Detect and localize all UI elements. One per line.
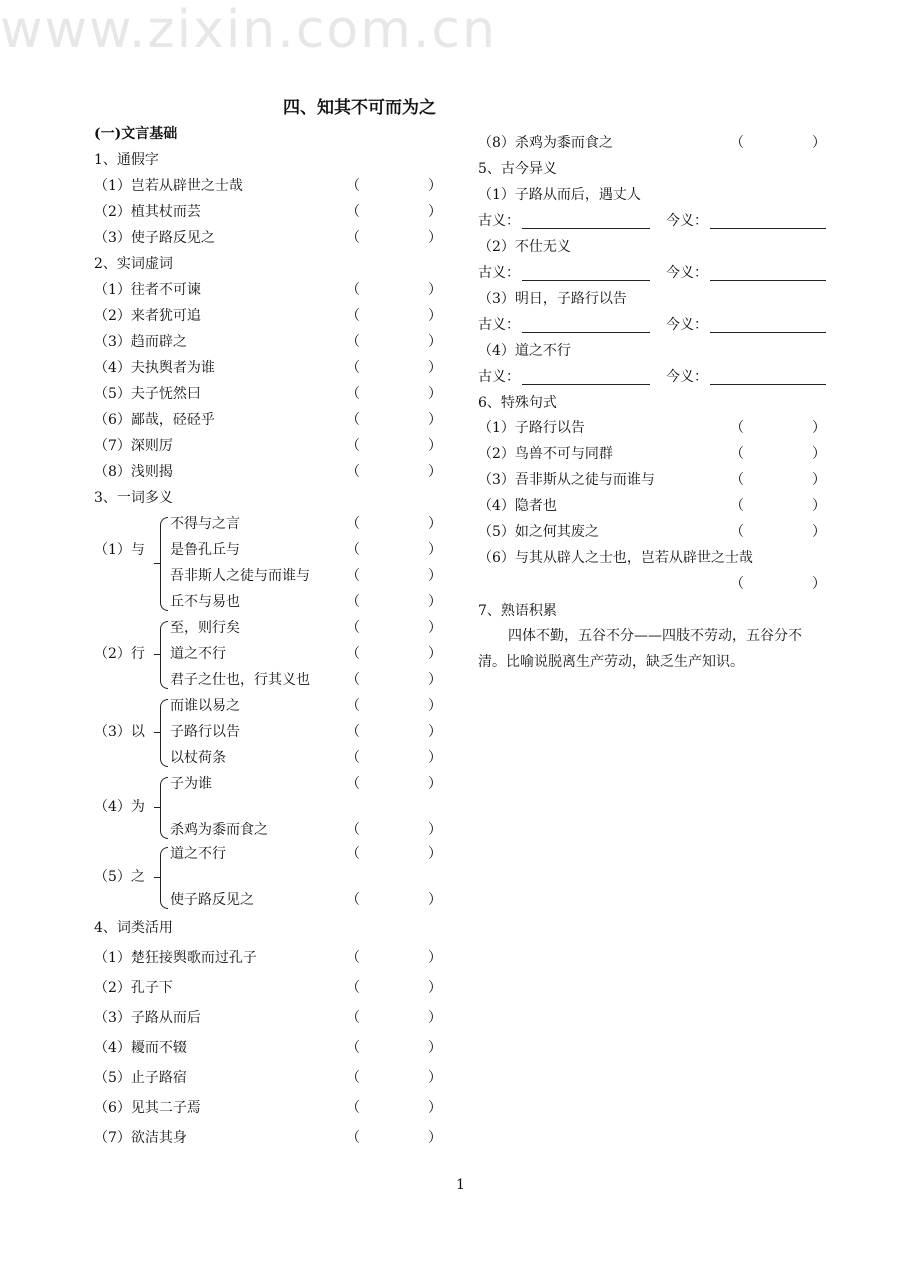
huoyong-item-8: （8）杀鸡为黍而食之 <box>478 135 613 151</box>
duoyi-item: 以杖荷条 <box>170 750 226 766</box>
paren-close: ） <box>428 230 442 246</box>
paren-close: ） <box>812 135 826 151</box>
paren-close: ） <box>428 672 442 688</box>
paren-close: ） <box>428 846 442 862</box>
brace-bracket <box>160 699 168 767</box>
jin-label: 今义： <box>666 213 708 229</box>
gu-label: 古义： <box>478 265 520 281</box>
paren-close: ） <box>428 892 442 908</box>
guji-heading: 5、古今异义 <box>478 161 557 177</box>
brace-tip <box>154 563 160 564</box>
paren-open: （ <box>346 178 360 194</box>
paren-close: ） <box>428 360 442 376</box>
paren-open: （ <box>346 334 360 350</box>
paren-close: ） <box>428 1070 442 1086</box>
paren-open: （ <box>346 846 360 862</box>
paren-open: （ <box>346 438 360 454</box>
jushi-item: （3）吾非斯从之徒与而谁与 <box>478 472 655 488</box>
watermark: www.zixin.com.cn <box>0 0 497 60</box>
paren-open: （ <box>730 524 744 540</box>
duoyi-heading: 3、一词多义 <box>94 490 173 506</box>
paren-close: ） <box>428 724 442 740</box>
shici-item: （2）来者犹可追 <box>94 308 201 324</box>
paren-open: （ <box>730 472 744 488</box>
paren-close: ） <box>428 950 442 966</box>
duoyi-item: 吾非斯人之徒与而谁与 <box>170 568 310 584</box>
paren-close: ） <box>812 524 826 540</box>
paren-open: （ <box>346 750 360 766</box>
jushi-item: （1）子路行以告 <box>478 420 585 436</box>
jushi-item: （4）隐者也 <box>478 498 557 514</box>
huoyong-item: （2）孔子下 <box>94 980 173 996</box>
paren-close: ） <box>428 412 442 428</box>
paren-open: （ <box>346 308 360 324</box>
shici-item: （5）夫子怃然曰 <box>94 386 201 402</box>
guji-item: （2）不仕无义 <box>478 239 571 255</box>
jin-label: 今义： <box>666 265 708 281</box>
guji-item: （3）明日，子路行以告 <box>478 291 627 307</box>
guji-item: （1）子路从而后，遇丈人 <box>478 187 641 203</box>
huoyong-item: （4）耰而不辍 <box>94 1040 187 1056</box>
jushi-heading: 6、特殊句式 <box>478 395 557 411</box>
tongjia-item: （3）使子路反见之 <box>94 230 215 246</box>
paren-close: ） <box>428 750 442 766</box>
shuyu-line-2: 清。比喻说脱离生产劳动，缺乏生产知识。 <box>478 654 744 670</box>
paren-open: （ <box>346 646 360 662</box>
paren-open: （ <box>346 724 360 740</box>
duoyi-item: 杀鸡为黍而食之 <box>170 822 268 838</box>
answer-blank-line[interactable] <box>522 384 650 385</box>
page-number: 1 <box>456 1177 465 1193</box>
gu-label: 古义： <box>478 317 520 333</box>
paren-open: （ <box>730 135 744 151</box>
paren-open: （ <box>346 1040 360 1056</box>
paren-open: （ <box>730 446 744 462</box>
huoyong-item: （3）子路从而后 <box>94 1010 201 1026</box>
answer-blank-line[interactable] <box>710 384 826 385</box>
paren-close: ） <box>812 498 826 514</box>
brace-tip <box>154 877 160 878</box>
duoyi-item: 子为谁 <box>170 776 212 792</box>
brace-tip <box>154 807 160 808</box>
jin-label: 今义： <box>666 369 708 385</box>
paren-open: （ <box>730 498 744 514</box>
jushi-item: （2）鸟兽不可与同群 <box>478 446 613 462</box>
paren-close: ） <box>812 420 826 436</box>
paren-close: ） <box>428 1130 442 1146</box>
duoyi-item: 至，则行矣 <box>170 620 240 636</box>
section-heading: (一)文言基础 <box>94 126 178 142</box>
paren-open: （ <box>346 386 360 402</box>
tongjia-item: （2）植其杖而芸 <box>94 204 201 220</box>
paren-open: （ <box>346 230 360 246</box>
paren-close: ） <box>428 698 442 714</box>
paren-close: ） <box>428 1040 442 1056</box>
paren-close: ） <box>428 1010 442 1026</box>
huoyong-item: （1）楚狂接舆歌而过孔子 <box>94 950 257 966</box>
paren-open: （ <box>346 568 360 584</box>
tongjia-item: （1）岂若从辟世之士哉 <box>94 178 243 194</box>
paren-close: ） <box>428 282 442 298</box>
duoyi-item: 是鲁孔丘与 <box>170 542 240 558</box>
tongjia-heading: 1、通假字 <box>94 152 159 168</box>
paren-open: （ <box>346 516 360 532</box>
shici-item: （6）鄙哉，硁硁乎 <box>94 412 215 428</box>
paren-open: （ <box>346 822 360 838</box>
paren-close: ） <box>428 438 442 454</box>
paren-close: ） <box>428 464 442 480</box>
duoyi-item: 而谁以易之 <box>170 698 240 714</box>
paren-close: ） <box>428 204 442 220</box>
duoyi-item: 道之不行 <box>170 846 226 862</box>
paren-close: ） <box>812 576 826 592</box>
paren-open: （ <box>346 360 360 376</box>
jushi-item: （6）与其从辟人之士也，岂若从辟世之士哉 <box>478 550 753 566</box>
duoyi-item: 使子路反见之 <box>170 892 254 908</box>
paren-close: ） <box>428 334 442 350</box>
paren-open: （ <box>346 1130 360 1146</box>
gu-label: 古义： <box>478 369 520 385</box>
paren-close: ） <box>428 568 442 584</box>
paren-close: ） <box>428 1100 442 1116</box>
paren-open: （ <box>346 542 360 558</box>
answer-blank-line[interactable] <box>710 228 826 229</box>
duoyi-item: 君子之仕也，行其义也 <box>170 672 310 688</box>
shici-item: （3）趋而辟之 <box>94 334 187 350</box>
huoyong-heading: 4、词类活用 <box>94 920 173 936</box>
paren-close: ） <box>428 386 442 402</box>
duoyi-item: 子路行以告 <box>170 724 240 740</box>
paren-close: ） <box>428 178 442 194</box>
duoyi-group-label: （4）为 <box>94 799 145 815</box>
paren-open: （ <box>346 892 360 908</box>
huoyong-item: （5）止子路宿 <box>94 1070 187 1086</box>
duoyi-group-label: （1）与 <box>94 542 145 558</box>
duoyi-group-label: （2）行 <box>94 646 145 662</box>
answer-blank-line[interactable] <box>522 228 650 229</box>
paren-close: ） <box>428 516 442 532</box>
paren-close: ） <box>428 594 442 610</box>
page-title: 四、知其不可而为之 <box>283 98 436 118</box>
jushi-item: （5）如之何其废之 <box>478 524 599 540</box>
paren-open: （ <box>346 672 360 688</box>
shuyu-line-1: 四体不勤，五谷不分——四肢不劳动，五谷分不 <box>508 628 802 644</box>
guji-item: （4）道之不行 <box>478 343 571 359</box>
gu-label: 古义： <box>478 213 520 229</box>
paren-close: ） <box>812 446 826 462</box>
answer-blank-line[interactable] <box>522 332 650 333</box>
shici-heading: 2、实词虚词 <box>94 256 173 272</box>
paren-open: （ <box>346 282 360 298</box>
duoyi-item: 道之不行 <box>170 646 226 662</box>
answer-blank-line[interactable] <box>710 332 826 333</box>
shici-item: （7）深则厉 <box>94 438 173 454</box>
shici-item: （4）夫执舆者为谁 <box>94 360 215 376</box>
paren-open: （ <box>346 950 360 966</box>
paren-close: ） <box>812 472 826 488</box>
paren-open: （ <box>346 1100 360 1116</box>
answer-blank-line[interactable] <box>710 280 826 281</box>
paren-close: ） <box>428 542 442 558</box>
duoyi-group-label: （5）之 <box>94 869 145 885</box>
brace-tip <box>154 654 160 655</box>
brace-bracket <box>160 847 168 909</box>
brace-bracket <box>160 777 168 839</box>
paren-open: （ <box>346 620 360 636</box>
paren-open: （ <box>346 980 360 996</box>
jin-label: 今义： <box>666 317 708 333</box>
paren-open: （ <box>346 204 360 220</box>
shici-item: （1）往者不可谏 <box>94 282 201 298</box>
paren-open: （ <box>346 1070 360 1086</box>
paren-close: ） <box>428 620 442 636</box>
shuyu-heading: 7、熟语积累 <box>478 603 557 619</box>
paren-open: （ <box>346 776 360 792</box>
huoyong-item: （6）见其二子焉 <box>94 1100 201 1116</box>
paren-open: （ <box>346 594 360 610</box>
duoyi-group-label: （3）以 <box>94 724 145 740</box>
answer-blank-line[interactable] <box>522 280 650 281</box>
duoyi-item: 丘不与易也 <box>170 594 240 610</box>
paren-open: （ <box>346 464 360 480</box>
paren-open: （ <box>346 698 360 714</box>
paren-close: ） <box>428 308 442 324</box>
paren-close: ） <box>428 822 442 838</box>
paren-open: （ <box>346 412 360 428</box>
huoyong-item: （7）欲洁其身 <box>94 1130 187 1146</box>
paren-close: ） <box>428 646 442 662</box>
brace-bracket <box>160 517 168 611</box>
paren-open: （ <box>346 1010 360 1026</box>
brace-tip <box>154 732 160 733</box>
brace-bracket <box>160 621 168 689</box>
paren-close: ） <box>428 980 442 996</box>
duoyi-item: 不得与之言 <box>170 516 240 532</box>
paren-close: ） <box>428 776 442 792</box>
paren-open: （ <box>730 576 744 592</box>
shici-item: （8）浅则揭 <box>94 464 173 480</box>
paren-open: （ <box>730 420 744 436</box>
